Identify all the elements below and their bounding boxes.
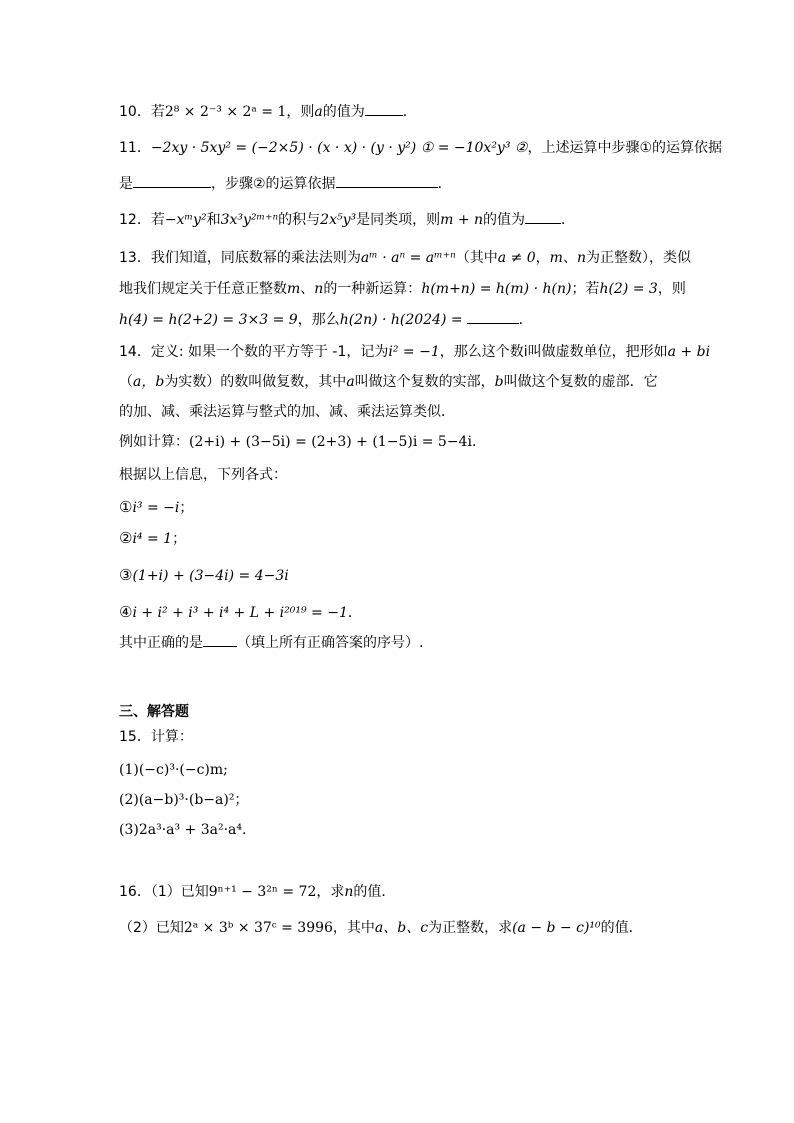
question-13-line1 xyxy=(119,248,691,268)
q15-part-3-expr: (3)2a³·a³ + 3a²·a⁴. xyxy=(119,822,247,838)
question-15-part-2 xyxy=(119,790,248,810)
q11-text: ，上述运算中步骤①的运算依据 xyxy=(527,140,723,156)
q13-answer-blank[interactable] xyxy=(467,311,519,324)
q13-rule: aᵐ · aⁿ = aᵐ⁺ⁿ xyxy=(360,250,456,266)
q13-text-b: （其中 xyxy=(455,250,498,266)
q13-l2-text-e: ，则 xyxy=(657,281,686,297)
q12-text-tail: 是同类项，则 xyxy=(356,212,441,228)
section-title: 三、解答题 xyxy=(119,704,189,720)
q13-question-expr: h(2n) · h(2024) = xyxy=(339,312,463,328)
q13-text-e: 为正整数），类似 xyxy=(585,250,691,266)
q13-l2-n: n xyxy=(314,281,324,297)
q13-new-operation: h(m+n) = h(m) · h(n) xyxy=(421,281,572,297)
q15-part-2-expr: (2)(a−b)³·(b−a)²； xyxy=(119,792,249,808)
question-14-prompt xyxy=(119,465,287,485)
q14-option-2-end: ； xyxy=(172,531,187,547)
q14-example-end: ． xyxy=(471,434,486,450)
question-15-title xyxy=(119,727,193,747)
q11-number: 11． xyxy=(119,140,151,156)
q14-a: a xyxy=(346,374,355,390)
q10-text: ，则 xyxy=(286,104,315,120)
q16-p1-text-c: 的值． xyxy=(353,884,396,900)
section-heading xyxy=(119,702,189,722)
q13-text-a: 13．我们知道，同底数幂的乘法法则为 xyxy=(119,250,361,266)
q13-l2-text-d: ；若 xyxy=(571,281,600,297)
q11-expression: −2xy · 5xy² = (−2×5) · (x · x) · (y · y²) ① = −10x²y³ ② xyxy=(150,140,528,156)
q14-i-squared: i² = −1 xyxy=(388,344,440,360)
q13-n: n xyxy=(576,250,586,266)
question-16-part-1 xyxy=(119,882,395,902)
q11-text-a: 是 xyxy=(119,176,133,192)
q10-answer-blank[interactable] xyxy=(365,103,403,116)
q13-l3-text: ，那么 xyxy=(297,312,340,328)
q16-p1-n: n xyxy=(344,884,354,900)
q15-part-1-expr: (1)(−c)³·(−c)m; xyxy=(119,762,228,778)
q14-prompt-text: 根据以上信息，下列各式： xyxy=(119,467,287,483)
q14-option-4-number: ④ xyxy=(119,603,133,621)
q12-text-mid: 的积与 xyxy=(278,212,321,228)
q16-p2-abc: a、b、c xyxy=(374,920,429,936)
q11-blank-1[interactable] xyxy=(133,175,211,188)
q13-h2: h(2) = 3 xyxy=(599,281,658,297)
question-13-line3 xyxy=(119,310,533,330)
q12-expr-1: −xᵐy² xyxy=(164,212,207,228)
q12-end: ． xyxy=(561,212,576,228)
q16-p2-text-b: ，其中 xyxy=(332,920,375,936)
q16-p2-text-a: （2）已知 xyxy=(119,920,184,936)
q13-sep: 、 xyxy=(562,250,577,266)
q14-b: b xyxy=(494,374,504,390)
question-14-example xyxy=(119,432,486,452)
q16-p2-text-d: 的值． xyxy=(600,920,643,936)
q13-end: ． xyxy=(518,312,533,328)
q14-l2-text-d: 叫做这个复数的虚部．它 xyxy=(503,374,658,390)
q13-l2-sep: 、 xyxy=(300,281,315,297)
q11-end: ． xyxy=(437,176,452,192)
q10-expression: 2⁸ × 2⁻³ × 2ᵃ = 1 xyxy=(164,104,287,120)
question-14-answer xyxy=(119,633,423,653)
question-12 xyxy=(119,210,575,230)
question-14-option-2 xyxy=(119,528,186,549)
q14-text-b: ，那么这个数i叫做虚数单位，把形如 xyxy=(439,344,668,360)
q16-p1-expr: 9ⁿ⁺¹ − 3²ⁿ = 72 xyxy=(208,884,317,900)
q14-ab: a，b xyxy=(133,374,165,390)
q14-example-label: 例如计算： xyxy=(119,434,189,450)
q16-p2-text-c: 为正整数，求 xyxy=(428,920,513,936)
question-10 xyxy=(119,102,417,122)
q12-and: 和 xyxy=(206,212,221,228)
q14-complex-form: a + bi xyxy=(667,344,711,360)
question-14-option-3 xyxy=(119,565,289,586)
question-13-line2 xyxy=(119,279,686,299)
q14-l3-text: 的加、减、乘法运算与整式的加、减、乘法运算类似． xyxy=(119,404,455,420)
q10-number: 10．若 xyxy=(119,104,165,120)
question-14-option-1 xyxy=(119,497,193,518)
q14-text-a: 14．定义: 如果一个数的平方等于 -1，记为 xyxy=(119,344,389,360)
q12-text-end: 的值为 xyxy=(483,212,526,228)
question-15-part-3 xyxy=(119,820,246,840)
q12-answer-blank[interactable] xyxy=(525,211,561,224)
q12-expr-2: 3x³y²ᵐ⁺ⁿ xyxy=(220,212,279,228)
q14-l2-text-b: 为实数）的数叫做复数，其中 xyxy=(164,374,347,390)
q16-p1-text-b: ，求 xyxy=(316,884,345,900)
q13-h4: h(4) = h(2+2) = 3×3 = 9 xyxy=(119,312,298,328)
q11-blank-2[interactable] xyxy=(336,175,438,188)
q11-text-b: ，步骤②的运算依据 xyxy=(211,176,336,192)
question-14-line3 xyxy=(119,402,455,422)
q10-variable: a xyxy=(314,104,323,120)
q14-answer-blank[interactable] xyxy=(203,634,237,647)
question-15-part-1 xyxy=(119,760,228,780)
q14-answer-note: （填上所有正确答案的序号）. xyxy=(237,635,424,651)
q10-text-tail: 的值为 xyxy=(322,104,365,120)
q14-option-1-number: ① xyxy=(119,498,133,516)
q14-option-4-expr: i + i² + i³ + i⁴ + L + i²⁰¹⁹ = −1 xyxy=(132,605,348,621)
q16-p1-text-a: 16．（1）已知 xyxy=(119,884,209,900)
q14-option-4-end: ． xyxy=(347,605,362,621)
q14-option-1-end: ； xyxy=(179,500,194,516)
q14-option-3-expr: (1+i) + (3−4i) = 4−3i xyxy=(132,568,289,584)
q12-expr-3: 2x⁵y³ xyxy=(320,212,357,228)
q13-l2-m: m xyxy=(287,281,301,297)
q13-l2-text-c: 的一种新运算： xyxy=(323,281,422,297)
question-11-line2 xyxy=(119,174,452,194)
q14-example-expr: (2+i) + (3−5i) = (2+3) + (1−5)i = 5−4i xyxy=(189,434,472,450)
question-14-line1 xyxy=(119,342,710,362)
q13-l2-text-a: 地我们规定关于任意正整数 xyxy=(119,281,287,297)
question-14-line2 xyxy=(119,372,658,392)
q14-option-2-expr: i⁴ = 1 xyxy=(132,531,173,547)
q16-p2-expr: 2ᵃ × 3ᵇ × 37ᶜ = 3996 xyxy=(183,920,333,936)
q13-condition: a ≠ 0 xyxy=(497,250,536,266)
question-11 xyxy=(119,138,722,158)
q15-title-text: 15．计算： xyxy=(119,729,193,745)
q12-number: 12．若 xyxy=(119,212,165,228)
q14-l2-text-c: 叫做这个复数的实部， xyxy=(354,374,495,390)
q14-option-3-number: ③ xyxy=(119,566,133,584)
q13-comma: ， xyxy=(535,250,550,266)
question-16-part-2 xyxy=(119,918,643,938)
q14-answer-text: 其中正确的是 xyxy=(119,635,203,651)
q14-option-1-expr: i³ = −i xyxy=(132,500,180,516)
question-14-option-4 xyxy=(119,602,362,623)
q16-p2-expr-2: (a − b − c)¹⁰ xyxy=(512,920,601,936)
q13-m: m xyxy=(549,250,563,266)
q14-l2-open: （ xyxy=(119,374,133,390)
q14-option-2-number: ② xyxy=(119,529,133,547)
q10-end: ． xyxy=(402,104,417,120)
q12-expr-4: m + n xyxy=(440,212,484,228)
